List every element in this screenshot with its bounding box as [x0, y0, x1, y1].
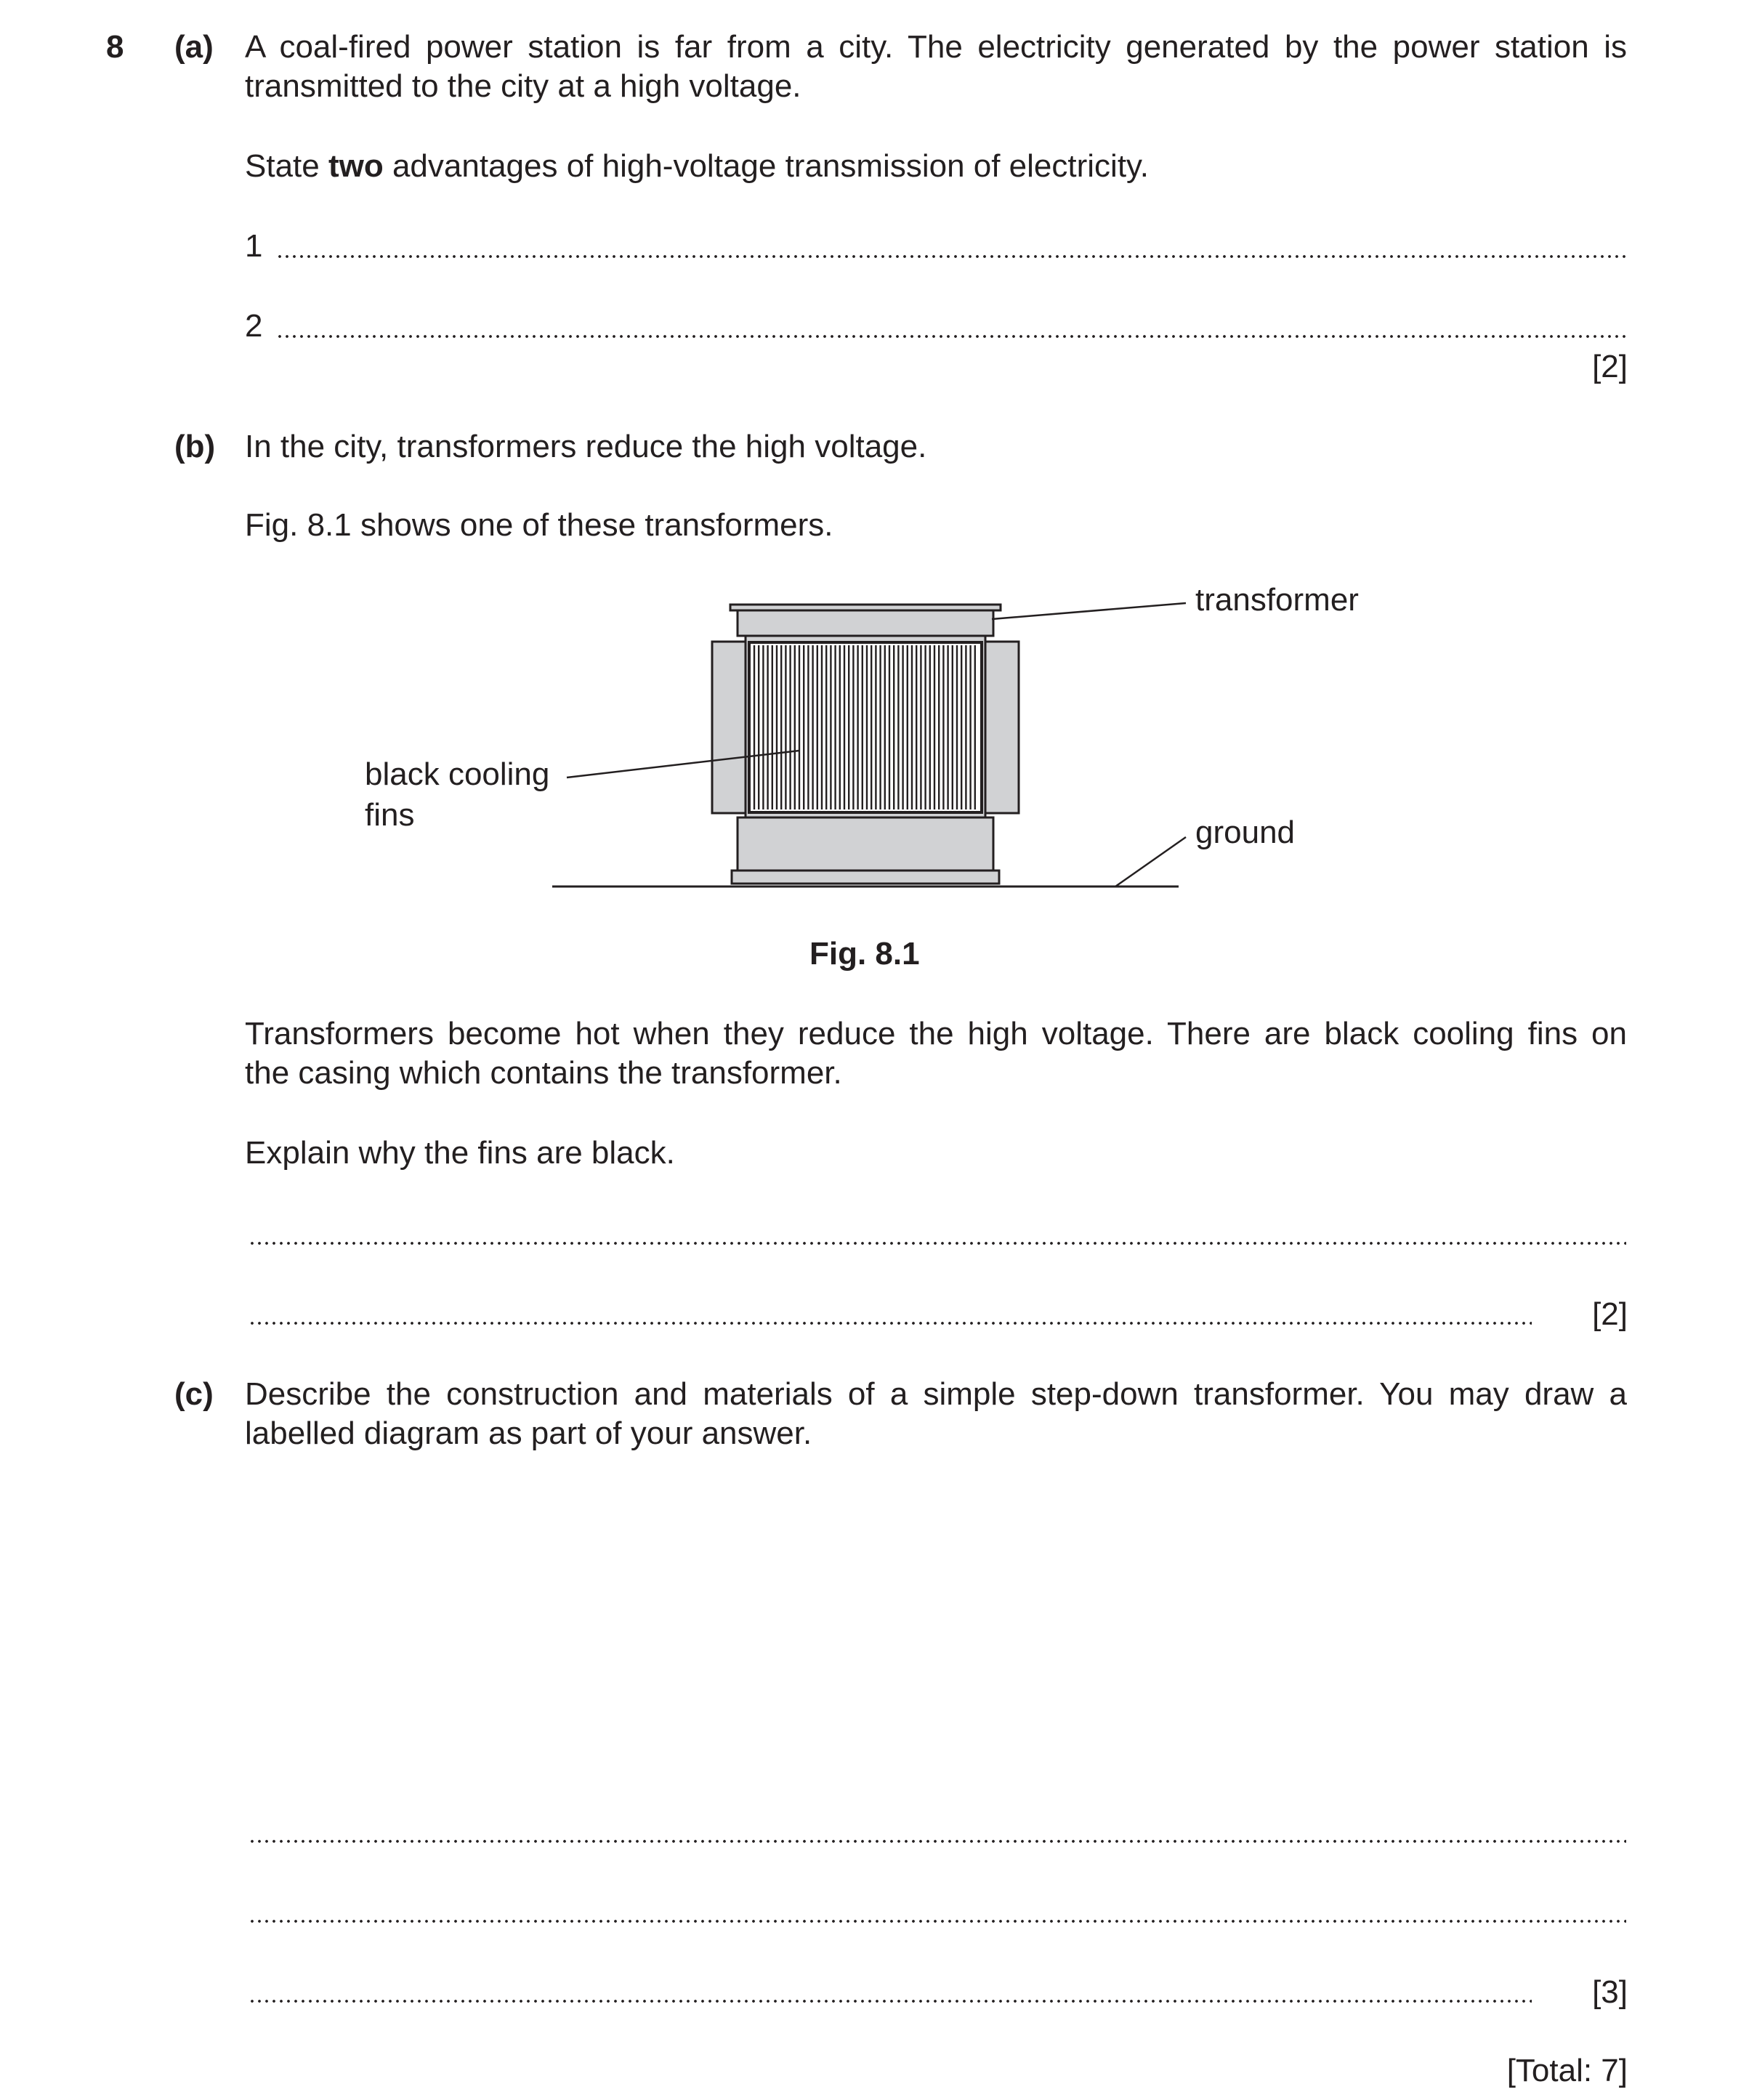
- answer-2-label: 2: [245, 308, 263, 344]
- figure-caption-text: Fig. 8.1: [809, 936, 920, 972]
- lower-casing: [738, 817, 993, 871]
- part-b-text-line2: the casing which contains the transformer.: [245, 1055, 842, 1091]
- label-fins-line1: black cooling: [365, 756, 550, 792]
- part-c-text-line1: Describe the construction and materials of a simple step-down transformer. You may draw a: [245, 1376, 1627, 1412]
- right-side-panel: [985, 642, 1019, 813]
- label-fins-line2: fins: [365, 797, 415, 833]
- part-b-text-line1: Transformers become hot when they reduce the high voltage. There are black cooling fins on: [245, 1016, 1627, 1051]
- ground-leader-line: [1115, 837, 1186, 887]
- transformer-leader-line: [992, 603, 1186, 619]
- top-plate: [730, 605, 1001, 610]
- part-c-marks: [3]: [1592, 1974, 1628, 2010]
- instruction-pre: State: [245, 148, 328, 184]
- instruction-bold: two: [328, 148, 384, 184]
- answer-line-c1[interactable]: [249, 1840, 1626, 1843]
- upper-casing: [738, 610, 993, 636]
- answer-line-c3[interactable]: [249, 2000, 1532, 2003]
- part-b-fig-intro: Fig. 8.1 shows one of these transformers.: [245, 507, 833, 543]
- part-c-text-line2: labelled diagram as part of your answer.: [245, 1416, 812, 1451]
- part-a-label: (a): [174, 29, 214, 65]
- question-number: 8: [106, 29, 124, 65]
- part-b-marks: [2]: [1592, 1296, 1628, 1332]
- part-a-intro-line1: A coal-fired power station is far from a city. The electricity generated by the power station is: [245, 29, 1627, 65]
- cooling-fins-panel: [749, 642, 982, 812]
- left-side-panel: [712, 642, 746, 813]
- base-plate: [732, 871, 999, 884]
- answer-1-label: 1: [245, 228, 263, 264]
- label-transformer: transformer: [1195, 582, 1359, 618]
- part-b-intro: In the city, transformers reduce the high voltage.: [245, 429, 927, 464]
- label-ground: ground: [1195, 815, 1296, 850]
- figure-transformer-diagram: [0, 0, 1757, 916]
- part-a-marks: [2]: [1592, 349, 1628, 384]
- instruction-post: advantages of high-voltage transmission of electricity.: [383, 148, 1150, 184]
- part-b-label: (b): [174, 429, 216, 464]
- total-marks: [Total: 7]: [1506, 2053, 1628, 2088]
- part-a-intro-line2: transmitted to the city at a high voltage.: [245, 68, 801, 104]
- part-b-question: Explain why the fins are black.: [245, 1135, 675, 1171]
- part-c-label: (c): [174, 1376, 214, 1412]
- answer-line-b1[interactable]: [249, 1242, 1626, 1245]
- answer-line-b2[interactable]: [249, 1322, 1532, 1325]
- answer-line-c2[interactable]: [249, 1920, 1626, 1923]
